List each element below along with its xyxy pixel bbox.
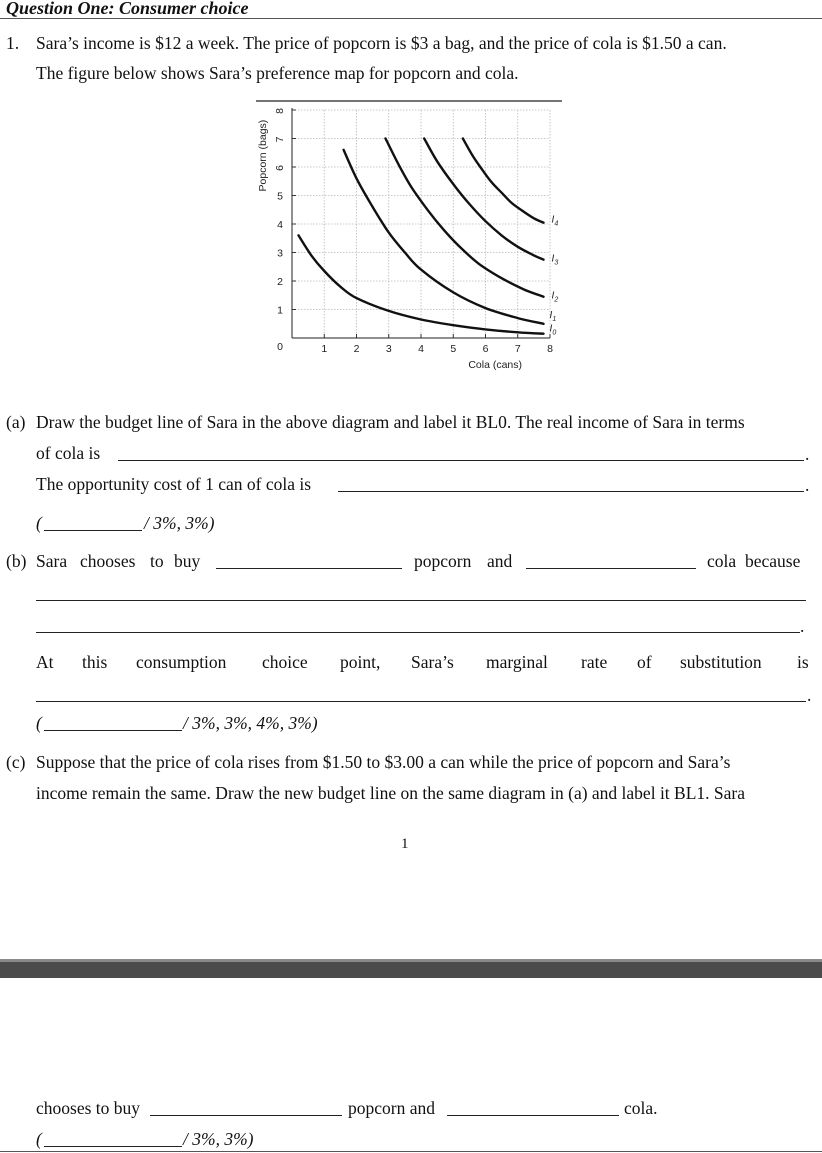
chooses-to-buy: chooses to buy — [36, 1098, 141, 1118]
part-a-line1: Draw the budget line of Sara in the above diagram and label it BL0. The real income of Sara in terms — [36, 412, 745, 432]
part-c-line1: Suppose that the price of cola rises from $1.50 to $3.00 a can while the price of popcorn and Sara’s — [36, 752, 731, 772]
word: point, — [340, 652, 381, 672]
curve-label-i2 — [552, 291, 559, 304]
x-tick-label: 6 — [482, 343, 489, 355]
cola-quantity-blank[interactable] — [526, 568, 696, 569]
new-popcorn-blank[interactable] — [150, 1115, 342, 1116]
curve-label-i3 — [552, 254, 559, 267]
word: because — [745, 551, 801, 571]
y-axis-label: Popcorn (bags) — [257, 119, 269, 192]
x-tick-label: 2 — [353, 343, 360, 355]
x-axis-label: Cola (cans) — [468, 359, 523, 371]
curve-label-letter: I — [549, 309, 553, 321]
period: . — [807, 685, 812, 705]
curve-label-subscript: 0 — [552, 329, 557, 337]
part-c-line2: income remain the same. Draw the new budget line on the same diagram in (a) and label it BL1. Sara — [36, 783, 745, 803]
part-c-label: (c) — [6, 752, 26, 772]
popcorn-and: popcorn and — [348, 1098, 435, 1118]
bottom-rule — [0, 1151, 822, 1152]
y-tick-label: 2 — [277, 276, 283, 288]
word: Sara’s — [411, 652, 454, 672]
indifference-curve-i3 — [424, 139, 543, 260]
part-a-score-blank[interactable] — [44, 530, 142, 531]
real-income-blank[interactable] — [118, 460, 804, 461]
indifference-curve-i2 — [386, 139, 544, 297]
curve-label-subscript: 2 — [554, 296, 559, 304]
mrs-blank[interactable] — [36, 701, 806, 702]
page-gap — [0, 962, 822, 978]
chart-grid — [292, 110, 550, 338]
word: this — [82, 652, 108, 672]
x-tick-label: 7 — [514, 343, 521, 355]
word: to — [150, 551, 164, 571]
reason-blank-line1[interactable] — [36, 600, 806, 601]
y-tick-label: 4 — [277, 219, 283, 231]
curve-label-letter: I — [551, 290, 555, 302]
x-tick-label: 1 — [321, 343, 328, 355]
word: popcorn — [414, 551, 472, 571]
word: rate — [581, 652, 608, 672]
part-a-label: (a) — [6, 412, 26, 432]
word: Sara — [36, 551, 68, 571]
popcorn-quantity-blank[interactable] — [216, 568, 402, 569]
part-a-line2: of cola is — [36, 443, 101, 463]
marks-open-paren: ( — [36, 513, 42, 533]
marks-open-paren: ( — [36, 713, 42, 733]
word: marginal — [486, 652, 548, 672]
question-text-line1: Sara’s income is $12 a week. The price of popcorn is $3 a bag, and the price of cola is $1.50 a can. — [36, 33, 727, 53]
cola-period: cola. — [624, 1098, 658, 1118]
curve-labels — [550, 215, 559, 337]
curve-label-i0 — [550, 324, 557, 337]
word: choice — [262, 652, 308, 672]
word: cola — [707, 551, 737, 571]
word: buy — [174, 551, 201, 571]
page-number: 1 — [401, 836, 409, 852]
curve-label-letter: I — [551, 214, 555, 226]
word: At — [36, 652, 54, 672]
x-tick-label: 4 — [418, 343, 424, 355]
new-cola-blank[interactable] — [447, 1115, 619, 1116]
part-a-marks: / 3%, 3%) — [144, 513, 215, 533]
y-tick-label: 8 — [274, 108, 286, 114]
y-tick-label: 3 — [277, 247, 283, 260]
y-tick-label: 0 — [277, 341, 283, 353]
y-tick-label: 7 — [274, 136, 286, 143]
reason-blank-line2[interactable] — [36, 632, 800, 633]
word: of — [637, 652, 652, 672]
part-b-marks: / 3%, 3%, 4%, 3%) — [183, 713, 318, 733]
y-tick-label: 1 — [277, 304, 283, 317]
period: . — [805, 475, 810, 495]
curve-label-i4 — [552, 215, 559, 228]
word: chooses — [80, 551, 136, 571]
part-a-line3: The opportunity cost of 1 can of cola is — [36, 474, 312, 494]
word: substitution — [680, 652, 762, 672]
x-tick-label: 8 — [547, 343, 553, 355]
section-title: Question One: Consumer choice — [6, 0, 249, 18]
part-b-score-blank[interactable] — [44, 730, 182, 731]
y-tick-label: 5 — [277, 190, 283, 203]
curve-label-letter: I — [551, 253, 555, 265]
marks-open-paren: ( — [36, 1129, 42, 1149]
curve-label-subscript: 1 — [552, 315, 557, 323]
curve-label-i1 — [550, 310, 557, 323]
period: . — [805, 444, 810, 464]
x-tick-label: 3 — [385, 343, 392, 355]
question-number: 1. — [6, 33, 20, 53]
curve-label-subscript: 4 — [554, 220, 559, 228]
x-tick-label: 5 — [450, 343, 457, 355]
indifference-curve-i1 — [344, 150, 544, 324]
curve-label-letter: I — [549, 323, 553, 335]
word: consumption — [136, 652, 227, 672]
word: is — [797, 652, 809, 672]
part-b-label: (b) — [6, 551, 27, 571]
word: and — [487, 551, 513, 571]
period: . — [800, 616, 805, 636]
curve-label-subscript: 3 — [554, 259, 559, 267]
opportunity-cost-blank[interactable] — [338, 491, 804, 492]
question-text-line2: The figure below shows Sara’s preference map for popcorn and cola. — [36, 63, 519, 83]
preference-map-chart — [240, 95, 570, 395]
part-c-score-blank[interactable] — [44, 1146, 182, 1147]
part-c-marks: / 3%, 3%) — [183, 1129, 254, 1149]
y-tick-label: 6 — [274, 165, 286, 171]
